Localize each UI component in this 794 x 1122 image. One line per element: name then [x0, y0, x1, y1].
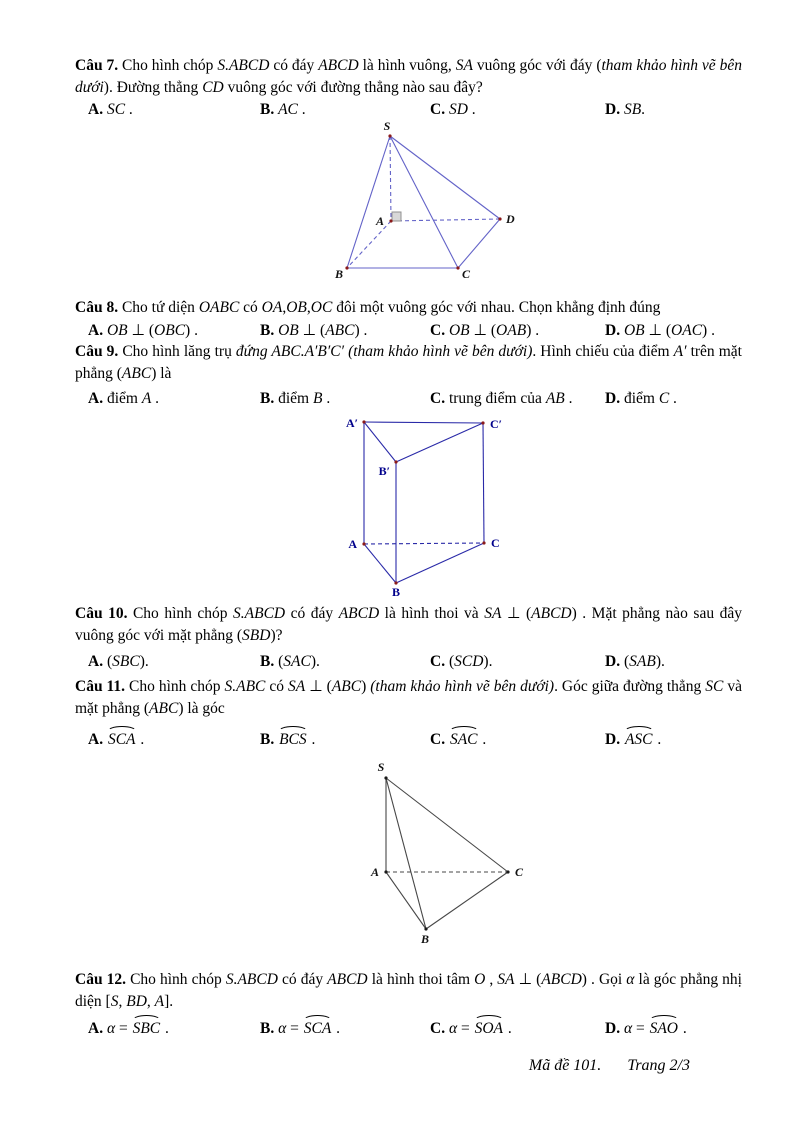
text-segment: .: [307, 731, 316, 748]
text-segment: ⊥ (: [644, 322, 672, 339]
edge-B-C: [396, 543, 484, 583]
text-segment: =: [457, 1020, 474, 1037]
text-segment: AB: [545, 390, 565, 407]
text-segment: Câu 11.: [75, 678, 126, 695]
edge-C-D: [458, 219, 500, 268]
question-12-options: [88, 1018, 740, 1039]
text-segment: SD: [448, 101, 468, 118]
text-segment: điểm: [106, 390, 142, 407]
text-segment: Câu 8.: [75, 299, 119, 316]
vertex-label-C: C: [491, 536, 500, 550]
text-segment: ): [361, 678, 371, 695]
text-segment: OABC: [198, 299, 240, 316]
text-segment: điểm: [278, 390, 313, 407]
text-segment: S.ABC: [224, 678, 266, 695]
text-segment: C.: [430, 322, 449, 339]
text-segment: OB: [278, 322, 299, 339]
text-segment: .: [322, 390, 331, 407]
text-segment: điểm: [623, 390, 659, 407]
edge-S-C: [386, 778, 508, 872]
option-d: [605, 651, 740, 672]
vertex-A: [362, 542, 365, 545]
text-segment: α: [106, 1020, 116, 1037]
text-segment: B.: [260, 653, 279, 670]
text-segment: SC: [106, 101, 126, 118]
text-segment: .: [504, 1020, 512, 1037]
option-d: [605, 729, 740, 750]
text-segment: .: [136, 731, 145, 748]
text-segment: có: [265, 678, 288, 695]
text-segment: ,: [118, 993, 127, 1010]
text-segment: A.: [88, 101, 107, 118]
text-segment: ⊥ (: [469, 322, 497, 339]
vertex-A: [389, 219, 392, 222]
text-segment: đứng ABC.A′B′C′ (tham khảo hình vẽ bên dưới): [235, 343, 533, 360]
widehat-angle: ASC: [624, 731, 653, 748]
text-segment: .: [297, 101, 306, 118]
text-segment: OB: [286, 299, 307, 316]
vertex-label-S: S: [383, 119, 391, 133]
text-segment: ⊥ (: [305, 678, 332, 695]
option-d: [605, 320, 740, 341]
edge-S-B: [386, 778, 426, 929]
text-segment: SB: [623, 101, 642, 118]
text-segment: AC: [278, 101, 298, 118]
text-segment: ).: [139, 653, 149, 670]
text-segment: Cho tứ diện: [118, 299, 199, 316]
question-12-text: [75, 969, 742, 1013]
text-segment: A.: [88, 653, 107, 670]
text-segment: SA: [484, 605, 502, 622]
text-segment: OC: [310, 299, 333, 316]
text-segment: Cho hình lăng trụ: [118, 343, 236, 360]
text-segment: ⊥ (: [127, 322, 155, 339]
text-segment: ABCD: [531, 605, 572, 622]
text-segment: )?: [270, 627, 283, 644]
vertex-label-A: A: [375, 214, 384, 228]
text-segment: trên mặt phẳng (: [75, 343, 742, 382]
text-segment: có: [239, 299, 262, 316]
text-segment: .: [125, 101, 133, 118]
text-segment: D.: [605, 322, 624, 339]
text-segment: D.: [605, 653, 624, 670]
question-10-options: [88, 651, 740, 672]
edge-A-B: [347, 221, 391, 268]
text-segment: .: [332, 1020, 341, 1037]
text-segment: và mặt phẳng (: [75, 678, 742, 717]
vertex-label-C: C: [462, 267, 471, 281]
edge-C'-C: [483, 423, 484, 543]
option-c: [430, 729, 605, 750]
page-number: Trang 2/3: [627, 1057, 690, 1074]
question-7-text: [75, 55, 742, 99]
text-segment: là hình thoi và: [379, 605, 485, 622]
text-segment: ⊥ (: [501, 605, 532, 622]
vertex-label-B′: B′: [378, 464, 390, 478]
text-segment: D.: [605, 1020, 624, 1037]
text-segment: O: [474, 971, 486, 988]
text-segment: α: [278, 1020, 287, 1037]
text-segment: SBD: [242, 627, 271, 644]
text-segment: Câu 12.: [75, 971, 127, 988]
text-segment: SA: [288, 678, 306, 695]
vertex-label-B: B: [391, 585, 401, 599]
edge-A-D: [391, 219, 500, 221]
edge-A'-B': [364, 422, 396, 462]
vertex-A': [362, 420, 365, 423]
text-segment: SA: [497, 971, 515, 988]
figure-q11-tetrahedron: [366, 760, 531, 950]
vertex-A: [384, 870, 387, 873]
text-segment: ⊥ (: [514, 971, 542, 988]
text-segment: A.: [88, 322, 107, 339]
text-segment: ].: [164, 993, 174, 1010]
text-segment: Cho hình chóp: [125, 678, 225, 695]
text-segment: (: [623, 653, 630, 670]
option-d: [605, 99, 740, 120]
vertex-label-C: C: [515, 865, 524, 879]
text-segment: B: [312, 390, 323, 407]
text-segment: ,: [485, 971, 498, 988]
text-segment: C.: [430, 1020, 449, 1037]
figure-q9-prism: [344, 412, 504, 598]
text-segment: S: [110, 993, 119, 1010]
text-segment: ABC: [331, 678, 362, 695]
text-segment: BD: [126, 993, 147, 1010]
text-segment: OB: [106, 322, 128, 339]
text-segment: là góc phẳng nhị diện [: [75, 971, 742, 1010]
edge-A'-C': [364, 422, 483, 423]
text-segment: Câu 10.: [75, 605, 128, 622]
option-b: [260, 651, 430, 672]
text-segment: ).: [483, 653, 493, 670]
text-segment: B.: [260, 101, 279, 118]
question-9-options: [88, 388, 740, 409]
vertex-B: [424, 927, 427, 930]
text-segment: có đáy: [269, 57, 319, 74]
text-segment: SAC: [283, 653, 311, 670]
text-segment: SAB: [629, 653, 656, 670]
text-segment: Câu 9.: [75, 343, 119, 360]
text-segment: C.: [430, 731, 449, 748]
text-segment: Cho hình chóp: [126, 971, 226, 988]
text-segment: A.: [88, 390, 107, 407]
edge-A-B: [386, 872, 426, 929]
text-segment: ) . Mặt phẳng nào sau đây vuông góc với mặt phẳng (: [75, 605, 742, 644]
vertex-C: [506, 870, 509, 873]
text-segment: .: [679, 1020, 687, 1037]
text-segment: OBC: [154, 322, 186, 339]
edge-S-B: [347, 136, 390, 268]
option-b: [260, 320, 430, 341]
option-d: [605, 1018, 740, 1039]
text-segment: α: [626, 971, 635, 988]
question-8-text: [75, 297, 742, 319]
text-segment: là hình vuông,: [358, 57, 456, 74]
text-segment: ABC: [149, 700, 179, 717]
option-a: [88, 1018, 260, 1039]
text-segment: =: [115, 1020, 132, 1037]
text-segment: =: [632, 1020, 649, 1037]
text-segment: OAC: [671, 322, 703, 339]
vertex-label-A′: A′: [345, 416, 358, 430]
text-segment: Câu 7.: [75, 57, 119, 74]
option-a: [88, 388, 260, 409]
edge-S-A: [390, 136, 391, 221]
option-b: [260, 1018, 430, 1039]
text-segment: CD: [202, 79, 224, 96]
vertex-label-C′: C′: [490, 417, 503, 431]
page-footer: [529, 1057, 690, 1075]
vertex-C: [482, 541, 485, 544]
text-segment: C: [658, 390, 670, 407]
text-segment: ) . Gọi: [581, 971, 627, 988]
text-segment: ,: [282, 299, 287, 316]
text-segment: S.ABCD: [217, 57, 270, 74]
option-a: [88, 729, 260, 750]
option-b: [260, 729, 430, 750]
text-segment: trung điểm của: [448, 390, 546, 407]
text-segment: OB: [448, 322, 470, 339]
option-a: [88, 651, 260, 672]
text-segment: vuông góc với đường thẳng nào sau đây?: [223, 79, 483, 96]
text-segment: A.: [88, 731, 107, 748]
text-segment: vuông góc với đáy (: [472, 57, 602, 74]
vertex-S: [384, 776, 387, 779]
edge-B-C: [426, 872, 508, 929]
text-segment: OA: [261, 299, 283, 316]
text-segment: C.: [430, 390, 449, 407]
question-10-text: [75, 603, 742, 647]
text-segment: ABCD: [541, 971, 582, 988]
text-segment: (: [448, 653, 455, 670]
text-segment: Cho hình chóp: [118, 57, 218, 74]
edge-S-D: [390, 136, 500, 219]
widehat-angle: BCS: [279, 731, 307, 748]
vertex-label-S: S: [377, 760, 385, 774]
text-segment: là hình thoi tâm: [367, 971, 475, 988]
option-c: [430, 99, 605, 120]
vertex-label-A: A: [348, 537, 357, 551]
text-segment: α: [448, 1020, 458, 1037]
text-segment: ABCD: [327, 971, 368, 988]
text-segment: (: [106, 653, 113, 670]
text-segment: ABC: [325, 322, 355, 339]
text-segment: ).: [655, 653, 665, 670]
text-segment: α: [623, 1020, 633, 1037]
text-segment: =: [286, 1020, 303, 1037]
text-segment: .: [467, 101, 476, 118]
text-segment: ABCD: [318, 57, 359, 74]
text-segment: .: [653, 731, 662, 748]
option-c: [430, 1018, 605, 1039]
edge-B'-C': [396, 423, 483, 462]
text-segment: B.: [260, 322, 279, 339]
text-segment: . Góc giữa đường thẳng: [554, 678, 706, 695]
option-a: [88, 320, 260, 341]
text-segment: A′: [673, 343, 687, 360]
vertex-label-B: B: [334, 267, 343, 281]
text-segment: S.ABCD: [233, 605, 286, 622]
figure-q7-pyramid: [330, 118, 530, 294]
right-angle-marker: [392, 212, 401, 221]
option-b: [260, 99, 430, 120]
option-c: [430, 320, 605, 341]
text-segment: ,: [146, 993, 155, 1010]
text-segment: ABCD: [338, 605, 380, 622]
text-segment: SC: [705, 678, 724, 695]
text-segment: ABC: [121, 365, 152, 382]
text-segment: ).: [310, 653, 320, 670]
widehat-angle: SOA: [474, 1020, 504, 1037]
text-segment: B.: [260, 731, 279, 748]
vertex-B: [345, 266, 348, 269]
text-segment: D.: [605, 731, 624, 748]
text-segment: A: [141, 390, 152, 407]
option-a: [88, 99, 260, 120]
question-11-text: [75, 676, 742, 720]
text-segment: ) là: [151, 365, 172, 382]
text-segment: A: [154, 993, 165, 1010]
text-segment: S.ABCD: [225, 971, 278, 988]
text-segment: đôi một vuông góc với nhau. Chọn khẳng định đúng: [332, 299, 661, 316]
text-segment: tham khảo hình vẽ bên dưới: [75, 57, 742, 96]
widehat-angle: SCA: [303, 1020, 332, 1037]
text-segment: SCD: [454, 653, 484, 670]
text-segment: .: [478, 731, 487, 748]
text-segment: B.: [260, 390, 279, 407]
question-11-options: [88, 729, 740, 750]
text-segment: ). Đường thẳng: [103, 79, 203, 96]
option-c: [430, 651, 605, 672]
text-segment: ) .: [354, 322, 368, 339]
text-segment: ) .: [526, 322, 540, 339]
question-9-text: [75, 341, 742, 385]
widehat-angle: SAO: [649, 1020, 679, 1037]
text-segment: (: [278, 653, 284, 670]
text-segment: Cho hình chóp: [127, 605, 234, 622]
vertex-label-A: A: [370, 865, 379, 879]
text-segment: có đáy: [285, 605, 339, 622]
text-segment: A.: [88, 1020, 107, 1037]
text-segment: .: [151, 390, 160, 407]
vertex-C: [456, 266, 459, 269]
text-segment: D.: [605, 390, 624, 407]
text-segment: có đáy: [277, 971, 328, 988]
widehat-angle: SBC: [132, 1020, 161, 1037]
widehat-angle: SCA: [107, 731, 136, 748]
text-segment: .: [641, 101, 646, 118]
text-segment: ) .: [185, 322, 198, 339]
text-segment: SBC: [112, 653, 140, 670]
text-segment: .: [161, 1020, 169, 1037]
text-segment: . Hình chiếu của điểm: [532, 343, 674, 360]
vertex-D: [498, 217, 501, 220]
vertex-B': [394, 460, 397, 463]
vertex-label-D: D: [506, 212, 515, 226]
vertex-label-B: B: [420, 932, 430, 946]
vertex-S: [388, 134, 391, 137]
text-segment: C.: [430, 101, 449, 118]
text-segment: C.: [430, 653, 449, 670]
text-segment: OAB: [496, 322, 527, 339]
question-7-options: [88, 99, 740, 120]
question-8-options: [88, 320, 740, 341]
text-segment: ) là góc: [178, 700, 225, 717]
option-d: [605, 388, 740, 409]
text-segment: B.: [260, 1020, 279, 1037]
text-segment: .: [669, 390, 677, 407]
option-c: [430, 388, 605, 409]
edge-A-C: [364, 543, 484, 544]
option-b: [260, 388, 430, 409]
text-segment: ) .: [702, 322, 715, 339]
text-segment: OB: [623, 322, 645, 339]
vertex-C': [481, 421, 484, 424]
text-segment: SA: [455, 57, 473, 74]
edge-S-C: [390, 136, 458, 268]
exam-code: Mã đề 101.: [528, 1057, 602, 1074]
text-segment: (tham khảo hình vẽ bên dưới): [370, 678, 555, 695]
text-segment: ,: [306, 299, 311, 316]
widehat-angle: SAC: [449, 731, 478, 748]
edge-A-B: [364, 544, 396, 583]
text-segment: ⊥ (: [298, 322, 326, 339]
text-segment: .: [564, 390, 573, 407]
text-segment: D.: [605, 101, 624, 118]
